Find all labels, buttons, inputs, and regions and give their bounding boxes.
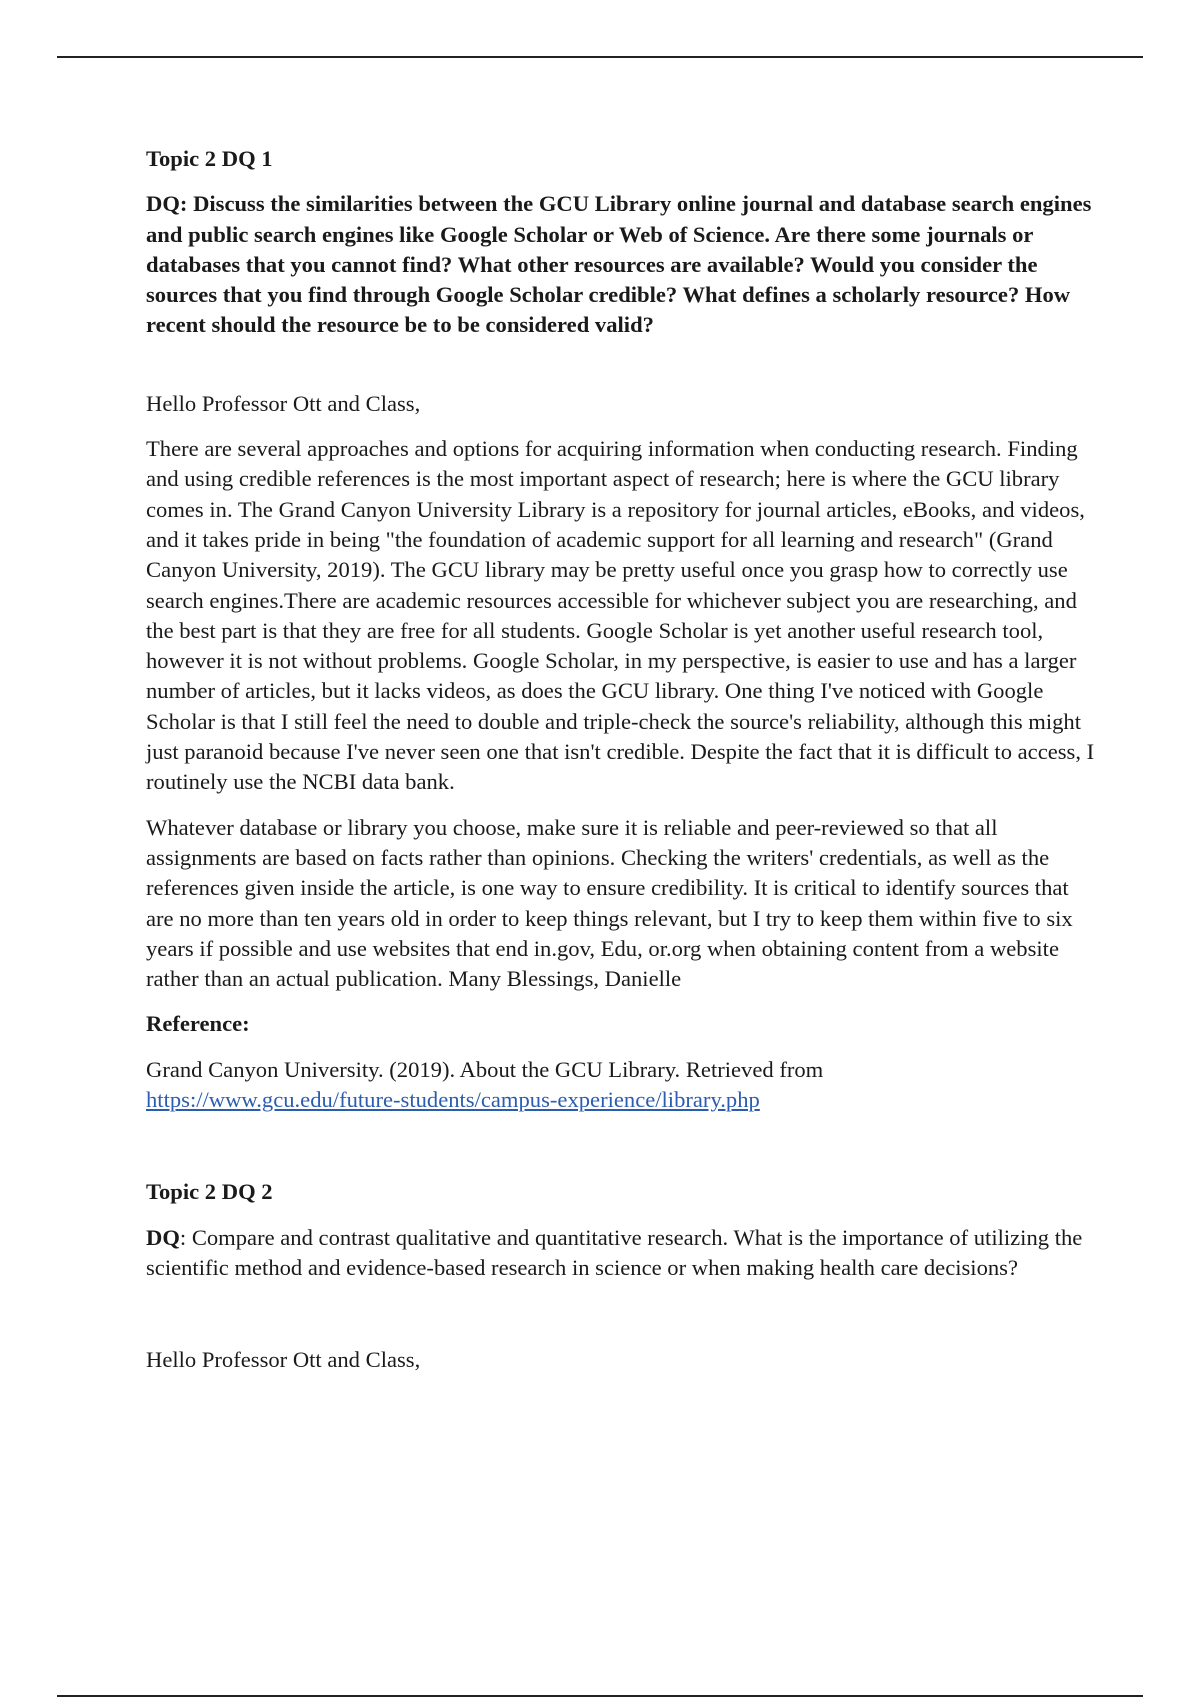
- dq2-greeting: Hello Professor Ott and Class,: [146, 1347, 421, 1373]
- dq2-question: [146, 1223, 1098, 1284]
- reference-label: Reference:: [146, 1011, 250, 1037]
- dq2-question-label: DQ: [146, 1224, 180, 1250]
- dq1-paragraph-1: There are several approaches and options for acquiring information when conducting research. Finding and using credible references is the most important aspect of research; here is where the GCU library comes in. The Grand Canyon University Library is a repository for journal articles, eBooks, and videos, and it takes pride in being "the foundation of academic support for all learning and research" (Grand Canyon University, 2019). The GCU library may be pretty useful once you grasp how to correctly use search engines.There are academic resources accessible for whichever subject you are researching, and the best part is that they are free for all students. Google Scholar is yet another useful research tool, however it is not without problems. Google Scholar, in my perspective, is easier to use and has a larger number of articles, but it lacks videos, as does the GCU library. One thing I've noticed with Google Scholar is that I still feel the need to double and triple-check the source's reliability, although this might just paranoid because I've never seen one that isn't credible. Despite the fact that it is difficult to access, I routinely use the NCBI data bank.: [146, 436, 1095, 795]
- reference-text: Grand Canyon University. (2019). About the GCU Library. Retrieved from: [146, 1056, 824, 1082]
- dq1-paragraph-2: Whatever database or library you choose, make sure it is reliable and peer-reviewed so that all assignments are based on facts rather than opinions. Checking the writers' credentials, as well as the references given inside the article, is one way to ensure credibility. It is critical to identify sources that are no more than ten years old in order to keep things relevant, but I try to keep them within five to six years if possible and use websites that end in.gov, Edu, or.org when obtaining content from a website rather than an actual publication. Many Blessings, Danielle: [146, 814, 1073, 992]
- dq2-question-text: : Compare and contrast qualitative and quantitative research. What is the importance of utilizing the scientific method and evidence-based research in science or when making health care decisions?: [146, 1224, 1083, 1280]
- footer-rule: [57, 1695, 1143, 1697]
- dq1-greeting: Hello Professor Ott and Class,: [146, 390, 421, 416]
- document-body: [146, 144, 1098, 1376]
- header-rule: [57, 56, 1143, 58]
- dq1-heading: Topic 2 DQ 1: [146, 146, 273, 171]
- reference-link[interactable]: https://www.gcu.edu/future-students/campus-experience/library.php: [146, 1087, 760, 1113]
- dq1-question: DQ: Discuss the similarities between the GCU Library online journal and database search engines and public search engines like Google Scholar or Web of Science. Are there some journals or databases that you cannot find? What other resources are available? Would you consider the sources that you find through Google Scholar credible? What defines a scholarly resource? How recent should the resource be to be considered valid?: [146, 191, 1092, 338]
- reference-entry: [146, 1055, 1098, 1116]
- dq2-heading: Topic 2 DQ 2: [146, 1179, 273, 1205]
